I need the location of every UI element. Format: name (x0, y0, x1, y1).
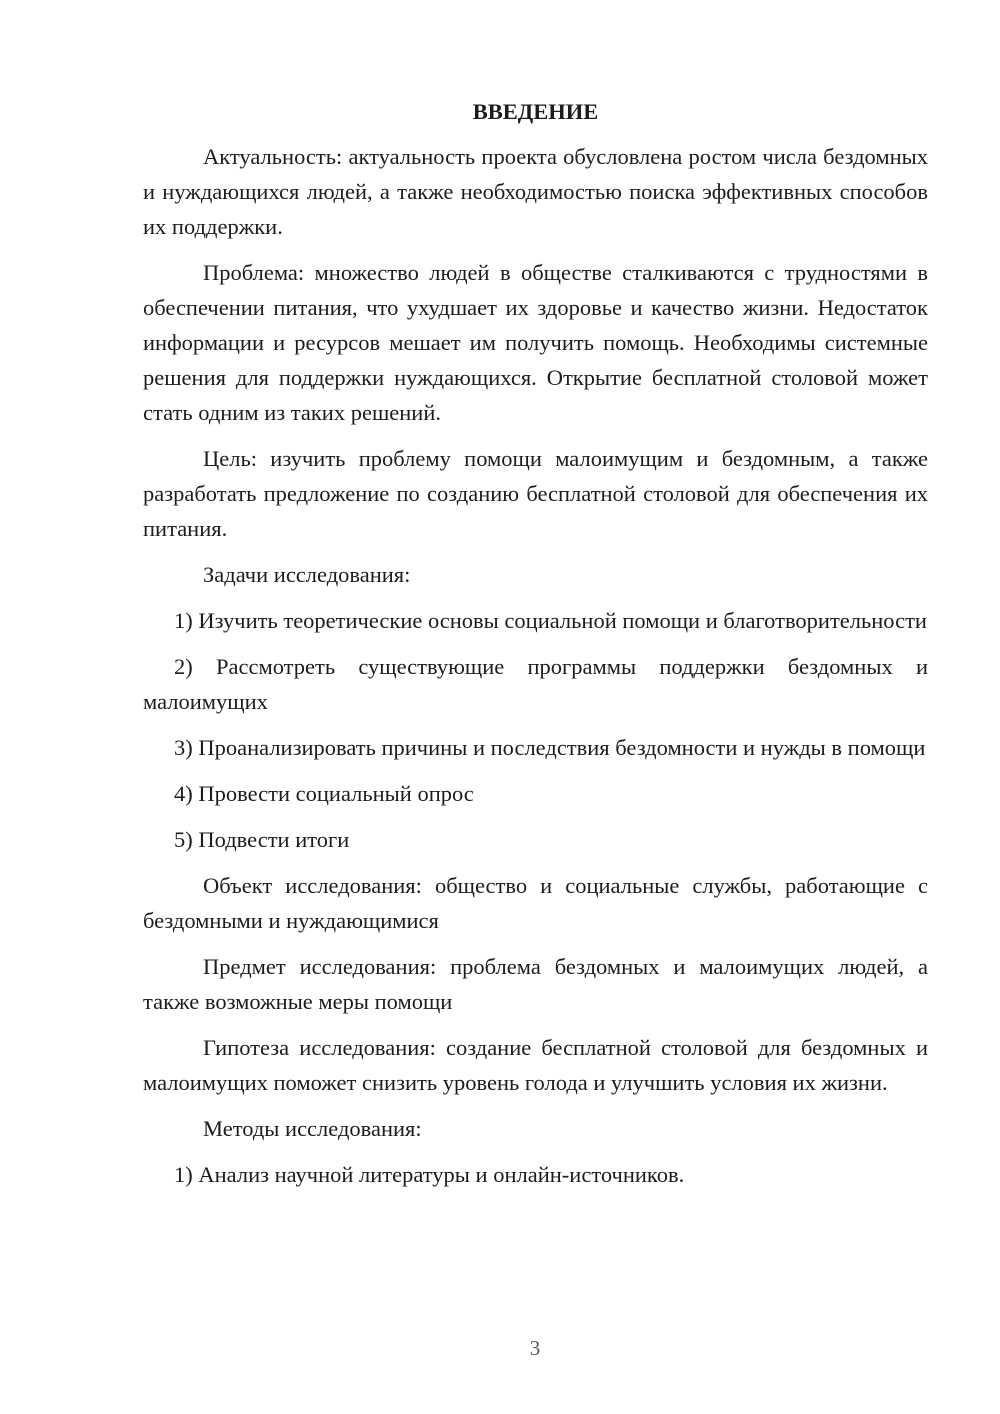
paragraph-subject: Предмет исследования: проблема бездомных и малоимущих людей, а также возможные меры помощи (143, 954, 928, 1014)
task-item-4: 4) Провести социальный опрос (174, 781, 474, 806)
paragraph-relevance: Актуальность: актуальность проекта обусловлена ростом числа бездомных и нуждающихся людей, а также необходимостью поиска эффективных способов их поддержки. (143, 144, 928, 239)
task-item-1: 1) Изучить теоретические основы социальной помощи и благотворительности (174, 608, 927, 633)
section-title: ВВЕДЕНИЕ (472, 99, 599, 124)
paragraph-hypothesis: Гипотеза исследования: создание бесплатной столовой для бездомных и малоимущих поможет снизить уровень голода и улучшить условия их жизни. (143, 1035, 928, 1095)
paragraph-problem: Проблема: множество людей в обществе сталкиваются с трудностями в обеспечении питания, что ухудшает их здоровье и качество жизни. Недостаток информации и ресурсов мешает им получить помощь. Необходимы системные решения для поддержки нуждающихся. Открытие бесплатной столовой может стать одним из таких решений. (143, 260, 928, 425)
paragraph-methods-heading: Методы исследования: (203, 1116, 422, 1141)
paragraph-tasks-heading: Задачи исследования: (203, 562, 411, 587)
paragraph-object: Объект исследования: общество и социальные службы, работающие с бездомными и нуждающимися (143, 873, 928, 933)
page-content (143, 94, 928, 1203)
paragraph-goal: Цель: изучить проблему помощи малоимущим и бездомным, а также разработать предложение по созданию бесплатной столовой для обеспечения их питания. (143, 446, 928, 541)
method-item-1: 1) Анализ научной литературы и онлайн-источников. (174, 1162, 685, 1187)
page-number: 3 (529, 1336, 541, 1360)
task-item-5: 5) Подвести итоги (174, 827, 350, 852)
task-item-2: 2) Рассмотреть существующие программы поддержки бездомных и малоимущих (143, 654, 928, 714)
task-item-3: 3) Проанализировать причины и последствия бездомности и нужды в помощи (174, 735, 926, 760)
